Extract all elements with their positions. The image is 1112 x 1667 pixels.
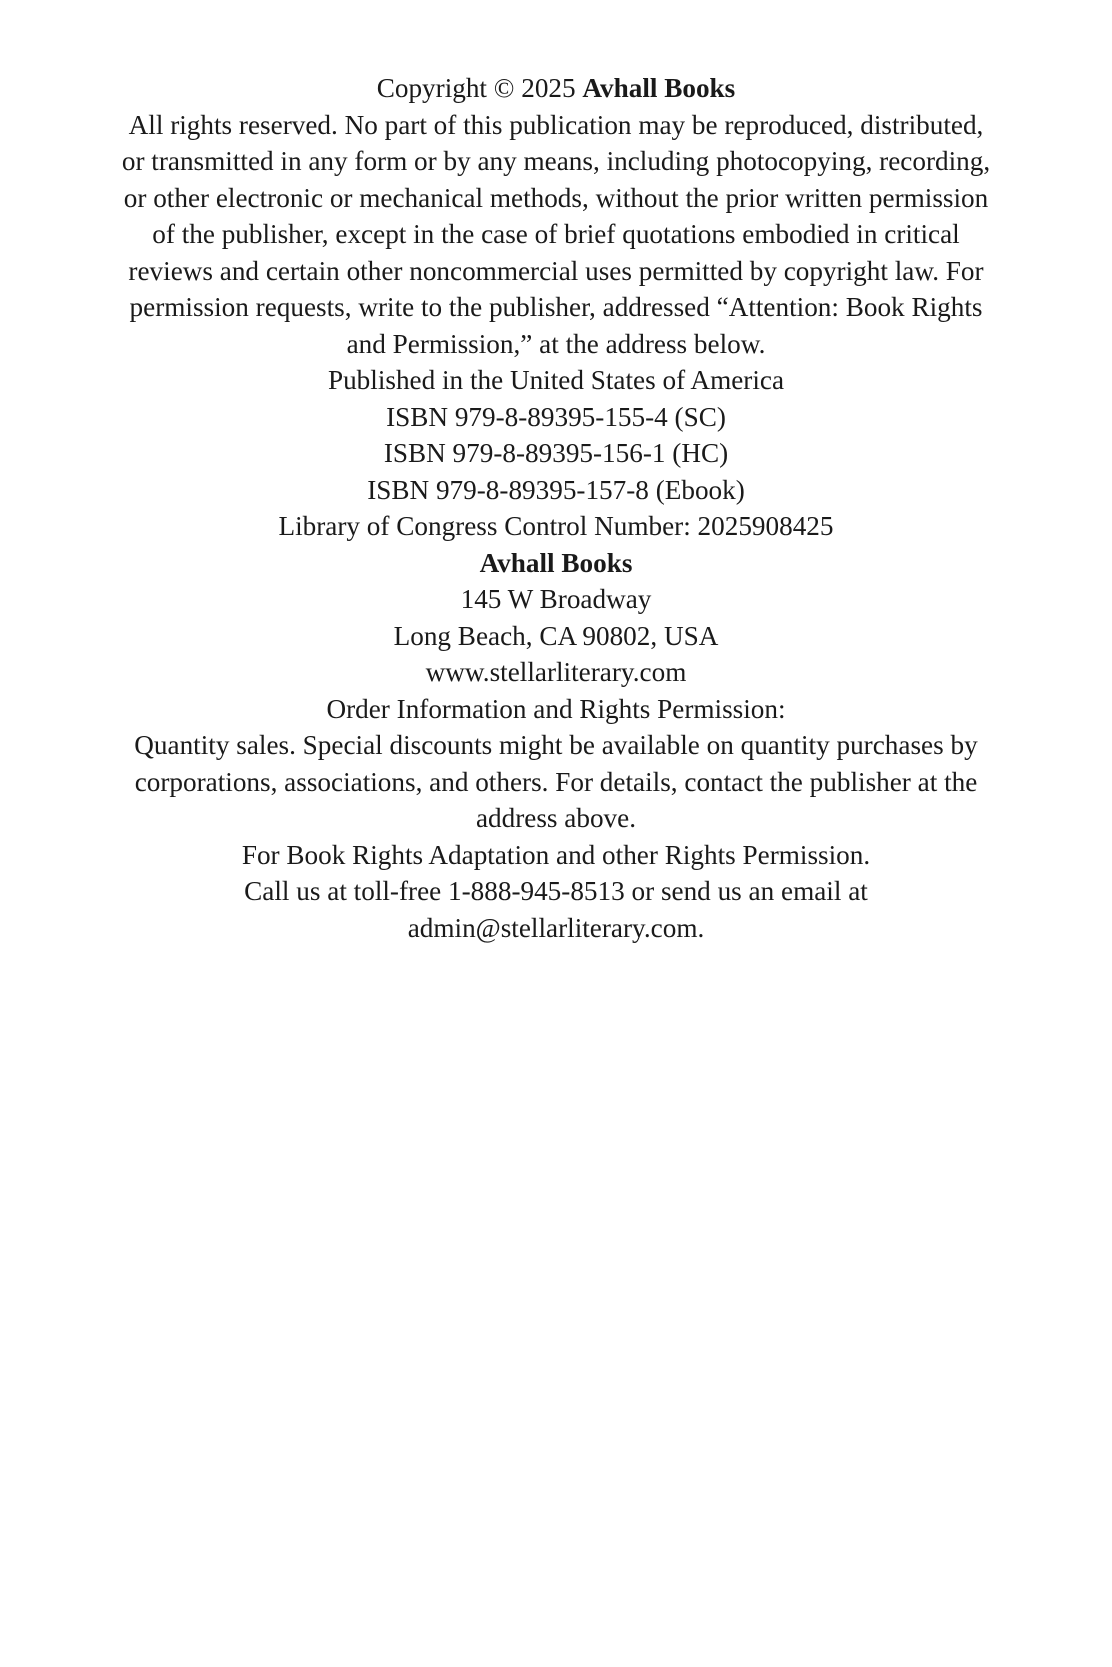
contact-line: Call us at toll-free 1-888-945-8513 or send us an email at bbox=[244, 876, 868, 906]
copyright-line bbox=[78, 70, 1034, 107]
quantity-line: address above. bbox=[475, 803, 637, 833]
contact-line: For Book Rights Adaptation and other Rights Permission. bbox=[241, 839, 871, 870]
rights-line: reviews and certain other noncommercial uses permitted by copyright law. For bbox=[128, 255, 984, 286]
quantity-line: corporations, associations, and others. For details, contact the publisher at the bbox=[134, 766, 978, 797]
isbn-list bbox=[78, 399, 1034, 509]
publisher-street: 145 W Broadway bbox=[460, 584, 652, 614]
rights-line: All rights reserved. No part of this publication may be reproduced, distributed, bbox=[128, 109, 984, 140]
contact-email: admin@stellarliterary.com. bbox=[407, 912, 705, 943]
published-in: Published in the United States of America bbox=[327, 365, 785, 395]
order-heading: Order Information and Rights Permission: bbox=[326, 693, 786, 724]
publisher-website: www.stellarliterary.com bbox=[425, 657, 687, 687]
isbn-ebook: ISBN 979-8-89395-157-8 (Ebook) bbox=[367, 474, 745, 505]
copyright-prefix: Copyright © 2025 bbox=[376, 73, 583, 103]
lccn: Library of Congress Control Number: 2025908425 bbox=[278, 511, 834, 541]
copyright-page bbox=[78, 70, 1034, 946]
publisher-address bbox=[78, 545, 1034, 691]
rights-line: of the publisher, except in the case of brief quotations embodied in critical bbox=[152, 219, 960, 249]
rights-line: or transmitted in any form or by any means, including photocopying, recording, bbox=[121, 146, 991, 176]
quantity-line: Quantity sales. Special discounts might be available on quantity purchases by bbox=[134, 730, 978, 760]
contact-paragraph bbox=[78, 837, 1034, 947]
isbn-hc: ISBN 979-8-89395-156-1 (HC) bbox=[383, 438, 729, 468]
rights-reserved-paragraph bbox=[78, 107, 1034, 363]
rights-line: and Permission,” at the address below. bbox=[346, 328, 766, 359]
publisher-name: Avhall Books bbox=[479, 547, 633, 578]
quantity-sales-paragraph bbox=[78, 727, 1034, 837]
rights-line: or other electronic or mechanical methods, without the prior written permission bbox=[123, 182, 989, 213]
isbn-sc: ISBN 979-8-89395-155-4 (SC) bbox=[386, 401, 726, 432]
rights-line: permission requests, write to the publisher, addressed “Attention: Book Rights bbox=[129, 292, 983, 322]
publisher-city: Long Beach, CA 90802, USA bbox=[393, 620, 719, 651]
copyright-publisher: Avhall Books bbox=[582, 73, 736, 103]
